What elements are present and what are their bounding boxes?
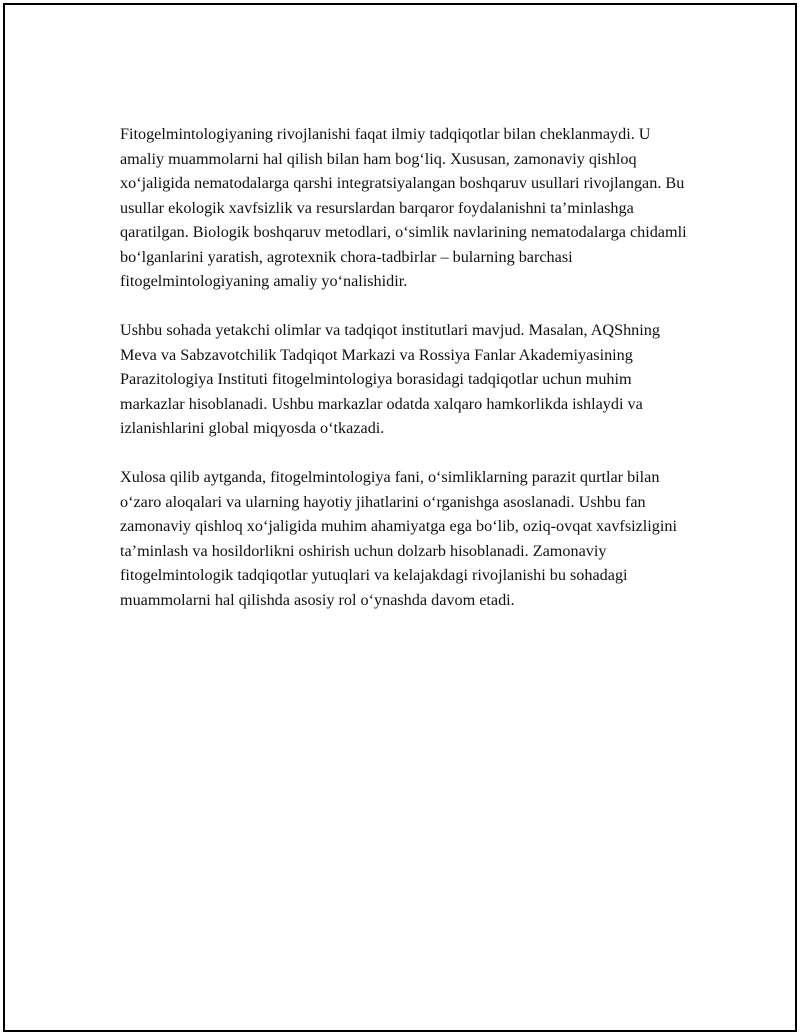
- paragraph-1: Fitogelmintologiyaning rivojlanishi faqat ilmiy tadqiqotlar bilan cheklanmaydi. U amaliy muammolarni hal qilish bilan ham bog‘liq. Xususan, zamonaviy qishloq xo‘jaligida nematodalarga qarshi integratsiyalangan boshqaruv usullari rivojlangan. Bu usullar ekologik xavfsizlik va resurslardan barqaror foydalanishni ta’minlashga qaratilgan. Biologik boshqaruv metodlari, o‘simlik navlarining nematodalarga chidamli bo‘lganlarini yaratish, agrotexnik chora-tadbirlar – bularning barchasi fitogelmintologiyaning amaliy yo‘nalishidir.: [120, 125, 687, 290]
- document-page: [3, 3, 797, 1032]
- paragraph-3: Xulosa qilib aytganda, fitogelmintologiya fani, o‘simliklarning parazit qurtlar bilan o‘zaro aloqalari va ularning hayotiy jihatlarini o‘rganishga asoslanadi. Ushbu fan zamonaviy qishloq xo‘jaligida muhim ahamiyatga ega bo‘lib, oziq-ovqat xavfsizligini ta’minlash va hosildorlikni oshirish uchun dolzarb hisoblanadi. Zamonaviy fitogelmintologik tadqiqotlar yutuqlari va kelajakdagi rivojlanishi bu sohadagi muammolarni hal qilishda asosiy rol o‘ynashda davom etadi.: [120, 468, 677, 609]
- paragraph-2: Ushbu sohada yetakchi olimlar va tadqiqot institutlari mavjud. Masalan, AQShning Meva va Sabzavotchilik Tadqiqot Markazi va Rossiya Fanlar Akademiyasining Parazitologiya Instituti fitogelmintologiya borasidagi tadqiqotlar uchun muhim markazlar hisoblanadi. Ushbu markazlar odatda xalqaro hamkorlikda ishlaydi va izlanishlarini global miqyosda o‘tkazadi.: [120, 321, 660, 437]
- document-body: [120, 122, 695, 637]
